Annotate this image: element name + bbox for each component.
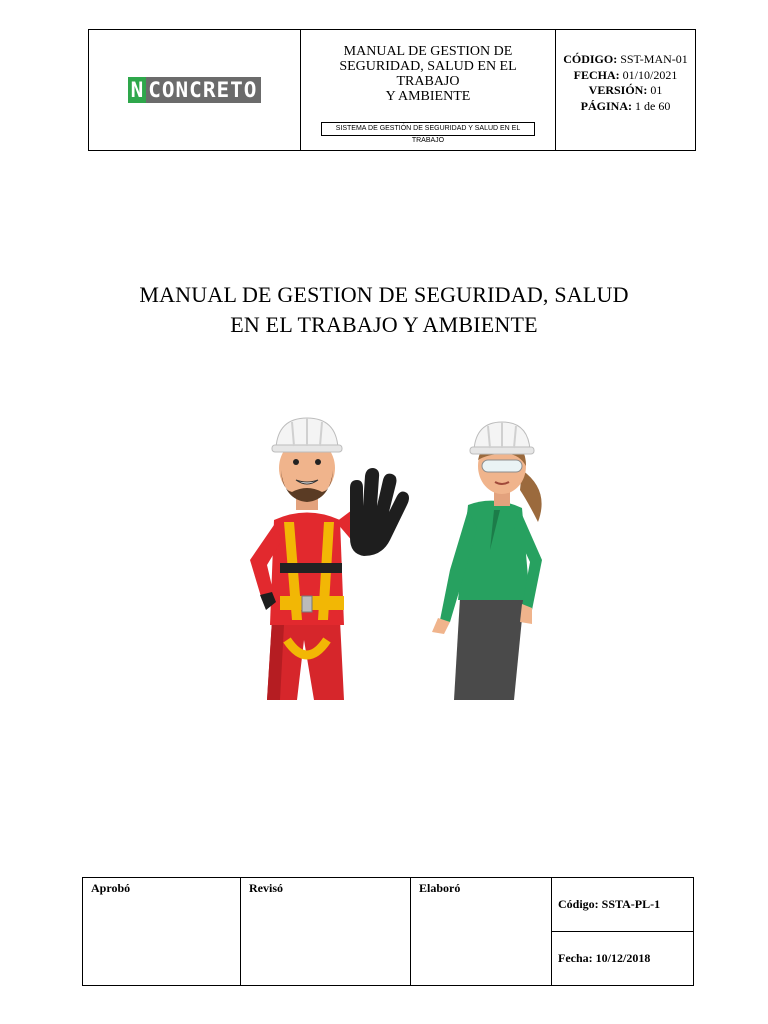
logo-cell (89, 30, 301, 150)
approval-table (82, 877, 694, 986)
header-title-cell (301, 30, 556, 150)
elaboro-label: Elaboró (419, 881, 461, 895)
page-title-line-1: MANUAL DE GESTION DE SEGURIDAD, SALUD (139, 282, 629, 307)
footer-codes-cell (552, 878, 693, 985)
header-title: MANUAL DE GESTION DE SEGURIDAD, SALUD EN EL TRABAJO Y AMBIENTE (339, 44, 517, 104)
reviso-label: Revisó (249, 881, 283, 895)
footer-fecha: Fecha: 10/12/2018 (558, 951, 651, 965)
aprobo-cell (83, 878, 241, 985)
header-meta-cell (556, 30, 695, 150)
reviso-cell (241, 878, 411, 985)
page-title-line-2: EN EL TRABAJO Y AMBIENTE (230, 312, 538, 337)
construction-worker-icon (250, 418, 409, 700)
header-subtitle: SISTEMA DE GESTIÓN DE SEGURIDAD Y SALUD EN EL TRABAJO (321, 122, 535, 136)
safety-workers-illustration (232, 410, 562, 710)
document-header (88, 29, 696, 151)
logo-text: CONCRETO (148, 78, 258, 102)
elaboro-cell (411, 878, 552, 985)
company-logo (128, 77, 262, 103)
engineer-woman-icon (432, 422, 542, 700)
aprobo-label: Aprobó (91, 881, 131, 895)
page-title (80, 280, 688, 340)
meta-fecha: FECHA: 01/10/2021 (573, 67, 678, 82)
meta-codigo: CÓDIGO: SST-MAN-01 (563, 52, 688, 66)
meta-version: VERSIÓN: 01 (588, 83, 663, 97)
meta-pagina: PÁGINA: 1 de 60 (580, 98, 671, 113)
logo-initial: N (128, 77, 147, 103)
footer-codigo: Código: SSTA-PL-1 (552, 878, 693, 932)
